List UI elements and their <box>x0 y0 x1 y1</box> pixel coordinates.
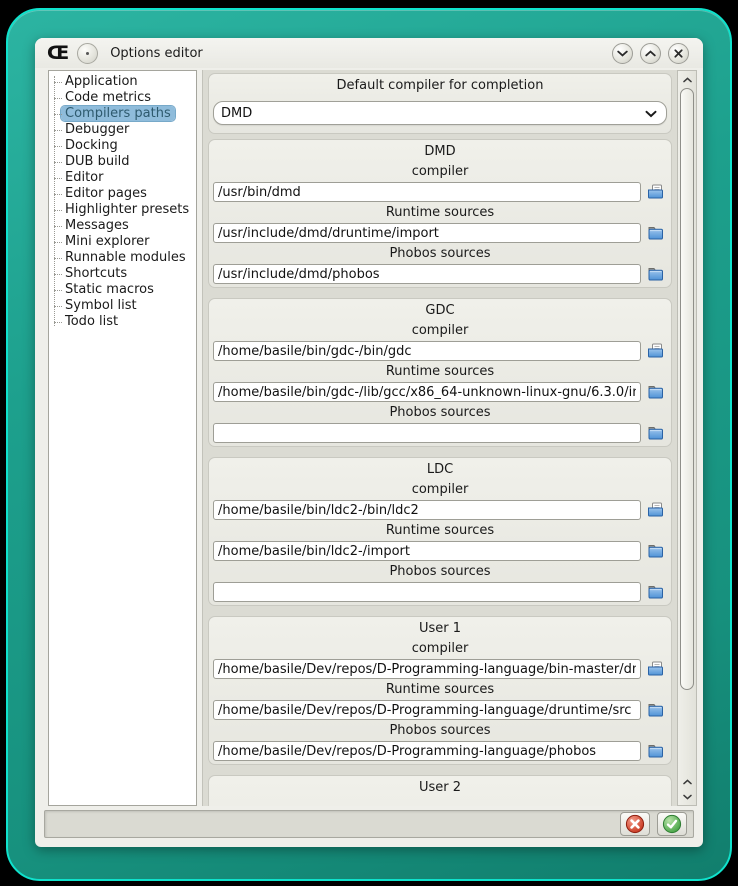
runtime-sources-input[interactable] <box>213 700 641 720</box>
runtime-sources-label: Runtime sources <box>385 682 495 697</box>
browse-phobos-button[interactable] <box>645 742 667 760</box>
unshade-button[interactable] <box>640 43 661 64</box>
open-file-icon <box>647 661 665 677</box>
sidebar-item-mini-explorer[interactable]: Mini explorer <box>49 234 196 250</box>
runtime-sources-input[interactable] <box>213 223 641 243</box>
open-file-icon <box>647 343 665 359</box>
browse-runtime-button[interactable] <box>645 224 667 242</box>
compiler-group-user1 <box>208 616 672 765</box>
window-menu-button[interactable] <box>77 43 98 64</box>
phobos-sources-label: Phobos sources <box>389 723 491 738</box>
sidebar-item-editor[interactable]: Editor <box>49 170 196 186</box>
options-editor-window <box>35 38 703 847</box>
shade-button[interactable] <box>612 43 633 64</box>
browse-runtime-button[interactable] <box>645 542 667 560</box>
folder-icon <box>647 425 665 441</box>
group-title: LDC <box>426 462 454 477</box>
browse-compiler-button[interactable] <box>645 501 667 519</box>
cancel-icon <box>625 814 645 834</box>
sidebar-item-docking[interactable]: Docking <box>49 138 196 154</box>
group-title: User 1 <box>418 621 462 636</box>
compiler-path-input[interactable] <box>213 341 641 361</box>
phobos-sources-label: Phobos sources <box>389 405 491 420</box>
compiler-label: compiler <box>411 482 469 497</box>
runtime-sources-row <box>213 382 667 402</box>
runtime-sources-label: Runtime sources <box>385 523 495 538</box>
compiler-label: compiler <box>411 164 469 179</box>
compiler-path-input[interactable] <box>213 659 641 679</box>
window-title: Options editor <box>110 45 203 61</box>
compiler-path-input[interactable] <box>213 500 641 520</box>
folder-icon <box>647 384 665 400</box>
scroll-up-button-bottom[interactable] <box>678 774 696 789</box>
close-icon <box>674 49 683 58</box>
browse-compiler-button[interactable] <box>645 342 667 360</box>
folder-icon <box>647 225 665 241</box>
sidebar-item-debugger[interactable]: Debugger <box>49 122 196 138</box>
chevron-up-icon <box>683 77 692 83</box>
dialog-footer <box>44 810 694 838</box>
browse-phobos-button[interactable] <box>645 424 667 442</box>
sidebar-item-messages[interactable]: Messages <box>49 218 196 234</box>
runtime-sources-row <box>213 541 667 561</box>
compiler-row <box>213 341 667 361</box>
sidebar-item-dub-build[interactable]: DUB build <box>49 154 196 170</box>
chevron-up-icon <box>645 50 656 57</box>
browse-phobos-button[interactable] <box>645 265 667 283</box>
phobos-sources-input[interactable] <box>213 264 641 284</box>
phobos-sources-row <box>213 741 667 761</box>
folder-icon <box>647 584 665 600</box>
runtime-sources-row <box>213 223 667 243</box>
sidebar-item-application[interactable]: Application <box>49 74 196 90</box>
chevron-down-icon <box>683 794 692 800</box>
default-compiler-combobox[interactable] <box>213 101 667 125</box>
scroll-down-button[interactable] <box>678 789 696 804</box>
compiler-row <box>213 500 667 520</box>
runtime-sources-input[interactable] <box>213 382 641 402</box>
group-title: User 2 <box>418 780 462 795</box>
compilers-paths-panel <box>202 70 677 806</box>
cancel-button[interactable] <box>620 812 650 836</box>
folder-icon <box>647 743 665 759</box>
browse-runtime-button[interactable] <box>645 383 667 401</box>
phobos-sources-row <box>213 264 667 284</box>
compiler-row <box>213 182 667 202</box>
chevron-down-icon <box>645 110 657 118</box>
browse-compiler-button[interactable] <box>645 660 667 678</box>
sidebar-item-shortcuts[interactable]: Shortcuts <box>49 266 196 282</box>
sidebar-item-todo-list[interactable]: Todo list <box>49 314 196 330</box>
coedit-logo: Œ <box>47 42 70 64</box>
compiler-group-user2 <box>208 775 672 806</box>
open-file-icon <box>647 502 665 518</box>
runtime-sources-label: Runtime sources <box>385 205 495 220</box>
default-compiler-group <box>208 73 672 134</box>
browse-compiler-button[interactable] <box>645 183 667 201</box>
accept-button[interactable] <box>657 812 687 836</box>
compiler-row <box>213 659 667 679</box>
open-file-icon <box>647 184 665 200</box>
sidebar-item-static-macros[interactable]: Static macros <box>49 282 196 298</box>
folder-icon <box>647 543 665 559</box>
compiler-label: compiler <box>411 323 469 338</box>
phobos-sources-input[interactable] <box>213 582 641 602</box>
vertical-scrollbar[interactable] <box>677 70 697 806</box>
phobos-sources-input[interactable] <box>213 423 641 443</box>
category-tree <box>49 71 196 330</box>
chevron-up-icon <box>683 779 692 785</box>
phobos-sources-label: Phobos sources <box>389 564 491 579</box>
group-title: Default compiler for completion <box>336 78 544 93</box>
phobos-sources-label: Phobos sources <box>389 246 491 261</box>
phobos-sources-input[interactable] <box>213 741 641 761</box>
folder-icon <box>647 702 665 718</box>
compiler-group-dmd <box>208 139 672 288</box>
dot-icon <box>86 52 89 55</box>
sidebar-item-highlighter-presets[interactable]: Highlighter presets <box>49 202 196 218</box>
sidebar-item-editor-pages[interactable]: Editor pages <box>49 186 196 202</box>
runtime-sources-row <box>213 700 667 720</box>
sidebar-item-runnable-modules[interactable]: Runnable modules <box>49 250 196 266</box>
runtime-sources-input[interactable] <box>213 541 641 561</box>
titlebar[interactable] <box>35 38 703 68</box>
category-sidebar <box>48 70 197 806</box>
sidebar-item-compilers-paths[interactable]: Compilers paths <box>49 106 196 122</box>
scrollbar-thumb[interactable] <box>680 88 694 690</box>
close-button[interactable] <box>668 43 689 64</box>
sidebar-item-code-metrics[interactable]: Code metrics <box>49 90 196 106</box>
combobox-value: DMD <box>221 105 253 121</box>
window-controls <box>612 43 689 64</box>
accept-icon <box>662 814 682 834</box>
scroll-up-button[interactable] <box>678 72 696 87</box>
folder-icon <box>647 266 665 282</box>
compiler-label: compiler <box>411 641 469 656</box>
compiler-group-gdc <box>208 298 672 447</box>
group-title: DMD <box>424 144 456 159</box>
browse-runtime-button[interactable] <box>645 701 667 719</box>
compiler-group-ldc <box>208 457 672 606</box>
phobos-sources-row <box>213 582 667 602</box>
browse-phobos-button[interactable] <box>645 583 667 601</box>
chevron-down-icon <box>617 50 628 57</box>
sidebar-item-symbol-list[interactable]: Symbol list <box>49 298 196 314</box>
group-title: GDC <box>425 303 455 318</box>
compiler-path-input[interactable] <box>213 182 641 202</box>
runtime-sources-label: Runtime sources <box>385 364 495 379</box>
phobos-sources-row <box>213 423 667 443</box>
